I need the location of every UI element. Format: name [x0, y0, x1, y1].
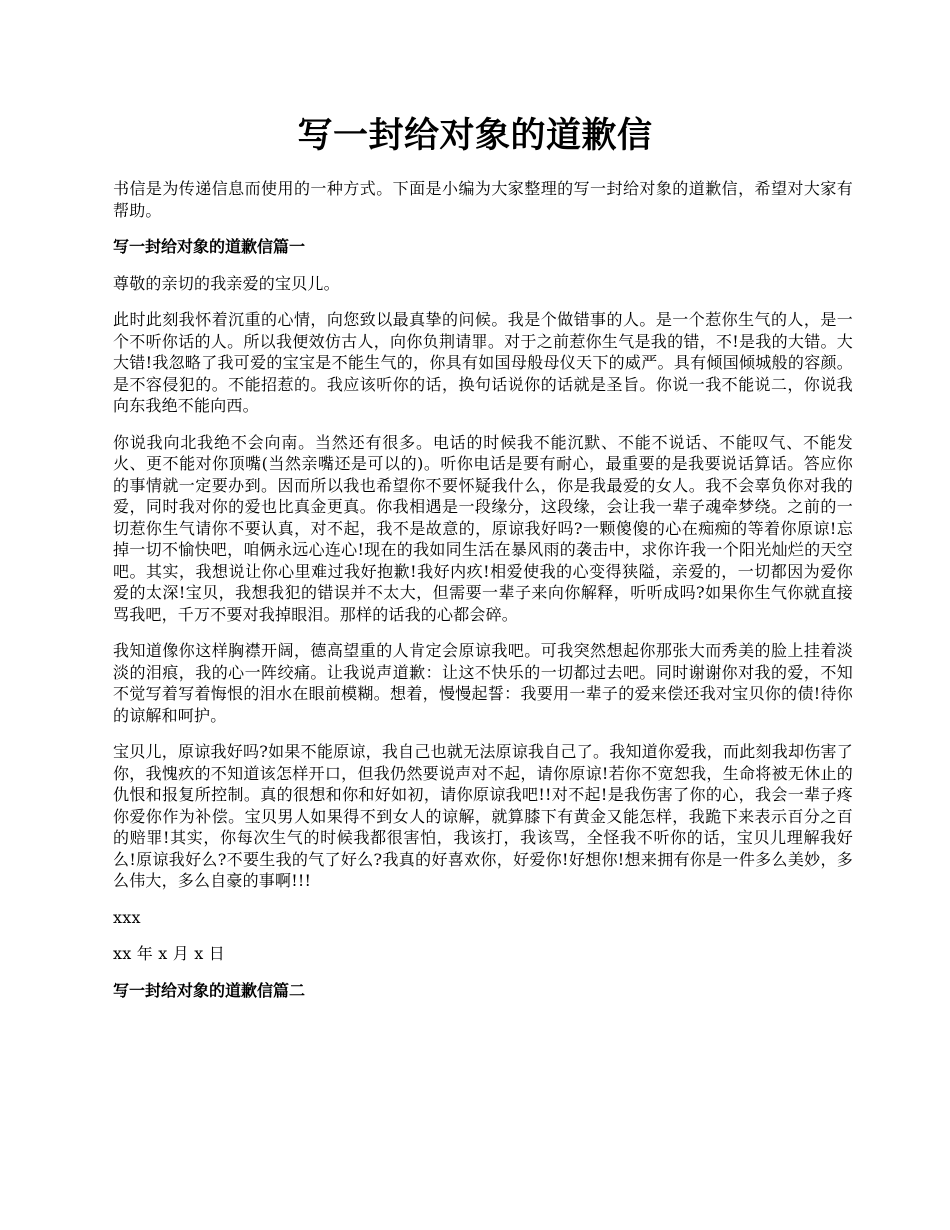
- section-heading-1: 写一封给对象的道歉信篇一: [113, 237, 306, 256]
- document-title: 写一封给对象的道歉信: [297, 115, 653, 156]
- letter-paragraph-2: 你说我向北我绝不会向南。当然还有很多。电话的时候我不能沉默、不能不说话、不能叹气、不能发火、更不能对你顶嘴(当然亲嘴还是可以的)。听你电话是要有耐心，最重要的是我要说话算话。答应你的事情就一定要办到。因而所以我也希望你不要怀疑我什么，你是我最爱的女人。我不会辜负你对我的爱，同时我对你的爱也比真金更真。你我相遇是一段缘分，这段缘，会让我一辈子魂牵梦绕。之前的一切惹你生气请你不要认真，对不起，我不是故意的，原谅我好吗?一颗傻傻的心在痴痴的等着你原谅!忘掉一切不愉快吧，咱俩永远心连心!现在的我如同生活在暴风雨的袭击中，求你许我一个阳光灿烂的天空吧。其实，我想说让你心里难过我好抱歉!我好内疚!相爱使我的心变得狭隘，亲爱的，一切都因为爱你爱的太深!宝贝，我想我犯的错误并不太大，但需要一辈子来向你解释，听听成吗?如果你生气你就直接骂我吧，千万不要对我掉眼泪。那样的话我的心都会碎。: [113, 432, 853, 624]
- letter-paragraph-3: 我知道像你这样胸襟开阔，德高望重的人肯定会原谅我吧。可我突然想起你那张大而秀美的脸上挂着淡淡的泪痕，我的心一阵绞痛。让我说声道歉：让这不快乐的一切都过去吧。同时谢谢你对我的爱，不知不觉写着写着悔恨的泪水在眼前模糊。想着，慢慢起誓：我要用一辈子的爱来偿还我对宝贝你的债!待你的谅解和呵护。: [113, 641, 853, 725]
- letter-paragraph-4: 宝贝儿，原谅我好吗?如果不能原谅，我自己也就无法原谅我自己了。我知道你爱我，而此刻我却伤害了你，我愧疚的不知道该怎样开口，但我仍然要说声对不起，请你原谅!若你不宽恕我，生命将被无休止的仇恨和报复所控制。真的很想和你和好如初，请你原谅我吧!!对不起!是我伤害了你的心，我会一辈子疼你爱你作为补偿。宝贝男人如果得不到女人的谅解，就算膝下有黄金又能怎样，我跪下来表示百分之百的赔罪!其实，你每次生气的时候我都很害怕，我该打，我该骂，全怪我不听你的话，宝贝儿理解我好么!原谅我好么?不要生我的气了好么?我真的好喜欢你，好爱你!好想你!想来拥有你是一件多么美妙，多么伟大，多么自豪的事啊!!!: [113, 742, 853, 890]
- letter-paragraph-1: 此时此刻我怀着沉重的心情，向您致以最真挚的问候。我是个做错事的人。是一个惹你生气的人，是一个不听你话的人。所以我便效仿古人，向你负荆请罪。对于之前惹你生气是我的错，不!是我的大错。大大错!我忽略了我可爱的宝宝是不能生气的，你具有如国母般母仪天下的威严。具有倾国倾城般的容颜。是不容侵犯的。不能招惹的。我应该听你的话，换句话说你的话就是圣旨。你说一我不能说二，你说我向东我绝不能向西。: [113, 310, 853, 415]
- document-body: [113, 178, 853, 1016]
- section-heading-2: 写一封给对象的道歉信篇二: [113, 980, 306, 1000]
- letter-greeting: 尊敬的亲切的我亲爱的宝贝儿。: [113, 273, 340, 293]
- letter-date: xx 年 x 月 x 日: [113, 944, 225, 963]
- intro-paragraph: 书信是为传递信息而使用的一种方式。下面是小编为大家整理的写一封给对象的道歉信，希望对大家有帮助。: [113, 179, 853, 220]
- letter-signature: xxx: [113, 907, 141, 927]
